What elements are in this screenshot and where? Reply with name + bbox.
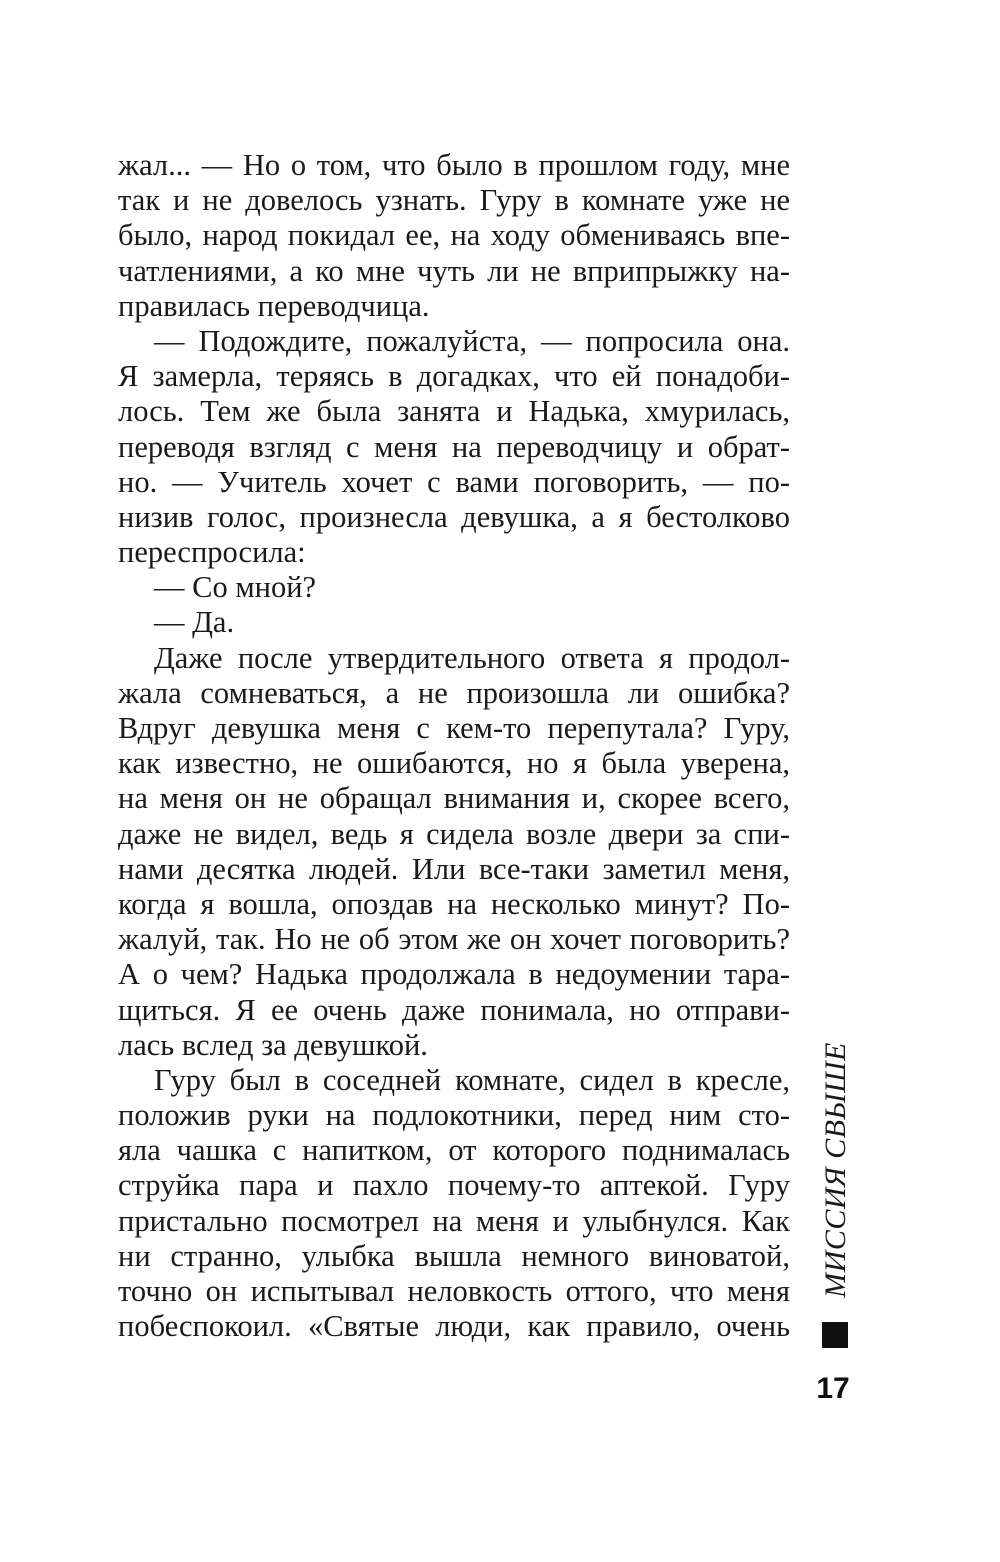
text-line: — Да. <box>154 605 235 640</box>
text-line: Я замерла, теряясь в догадках, что ей понадоби- <box>118 359 790 394</box>
text-line: низив голос, произнесла девушка, а я бестолково <box>118 499 790 534</box>
text-line: когда я вошла, опоздав на несколько минут? По- <box>118 886 790 921</box>
text-line: на меня он не обращал внимания и, скорее всего, <box>118 781 790 816</box>
text-line: жалуй, так. Но не об этом же он хочет поговорить? <box>118 922 790 957</box>
text-line: жала сомневаться, а не произошла ли ошибка? <box>118 675 790 710</box>
text-line: правилась переводчица. <box>118 288 430 323</box>
text-line: лось. Тем же была занята и Надька, хмурилась, <box>118 394 790 429</box>
text-line: даже не видел, ведь я сидела возле двери за спи- <box>118 816 790 851</box>
text-line: чатлениями, а ко мне чуть ли не вприпрыжку на- <box>118 253 790 288</box>
text-line: переводя взгляд с меня на переводчицу и обрат- <box>118 429 790 464</box>
text-line: ни странно, улыбка вышла немного виноватой, <box>118 1238 790 1273</box>
text-line: пристально посмотрел на меня и улыбнулся. Как <box>118 1203 790 1238</box>
text-line: А о чем? Надька продолжала в недоумении тара- <box>118 957 790 992</box>
text-line: но. — Учитель хочет с вами поговорить, — по- <box>118 464 790 499</box>
text-line: побеспокоил. «Святые люди, как правило, очень <box>118 1309 790 1344</box>
text-line: Вдруг девушка меня с кем-то перепутала? Гуру, <box>118 711 790 745</box>
page-number: 17 <box>816 1372 850 1405</box>
text-line: жал... — Но о том, что было в прошлом году, мне <box>118 148 790 182</box>
square-marker-icon <box>822 1322 848 1348</box>
body-text <box>118 148 790 1344</box>
text-line: Даже после утвердительного ответа я продол- <box>154 640 790 675</box>
text-line: положив руки на подлокотники, перед ним сто- <box>118 1098 790 1133</box>
running-head-title: МИССИЯ СВЫШЕ <box>819 1042 852 1298</box>
text-line: щиться. Я ее очень даже понимала, но отправи- <box>118 992 790 1027</box>
text-line: как известно, не ошибаются, но я была уверена, <box>118 746 790 781</box>
text-line: нами десятка людей. Или все-таки заметил меня, <box>118 851 790 886</box>
text-line: было, народ покидал ее, на ходу обмениваясь впе- <box>118 218 790 253</box>
text-line: Гуру был в соседней комнате, сидел в кресле, <box>154 1062 790 1097</box>
text-line: — Подождите, пожалуйста, — попросила она. <box>154 323 790 358</box>
text-line: так и не довелось узнать. Гуру в комнате уже не <box>118 183 790 218</box>
text-line: переспросила: <box>118 535 306 570</box>
text-line: — Со мной? <box>154 570 317 605</box>
text-line: лась вслед за девушкой. <box>118 1027 428 1062</box>
text-line: точно он испытывал неловкость оттого, что меня <box>118 1274 790 1308</box>
text-line: струйка пара и пахло почему-то аптекой. Гуру <box>118 1168 790 1203</box>
text-line: яла чашка с напитком, от которого поднималась <box>118 1133 790 1168</box>
